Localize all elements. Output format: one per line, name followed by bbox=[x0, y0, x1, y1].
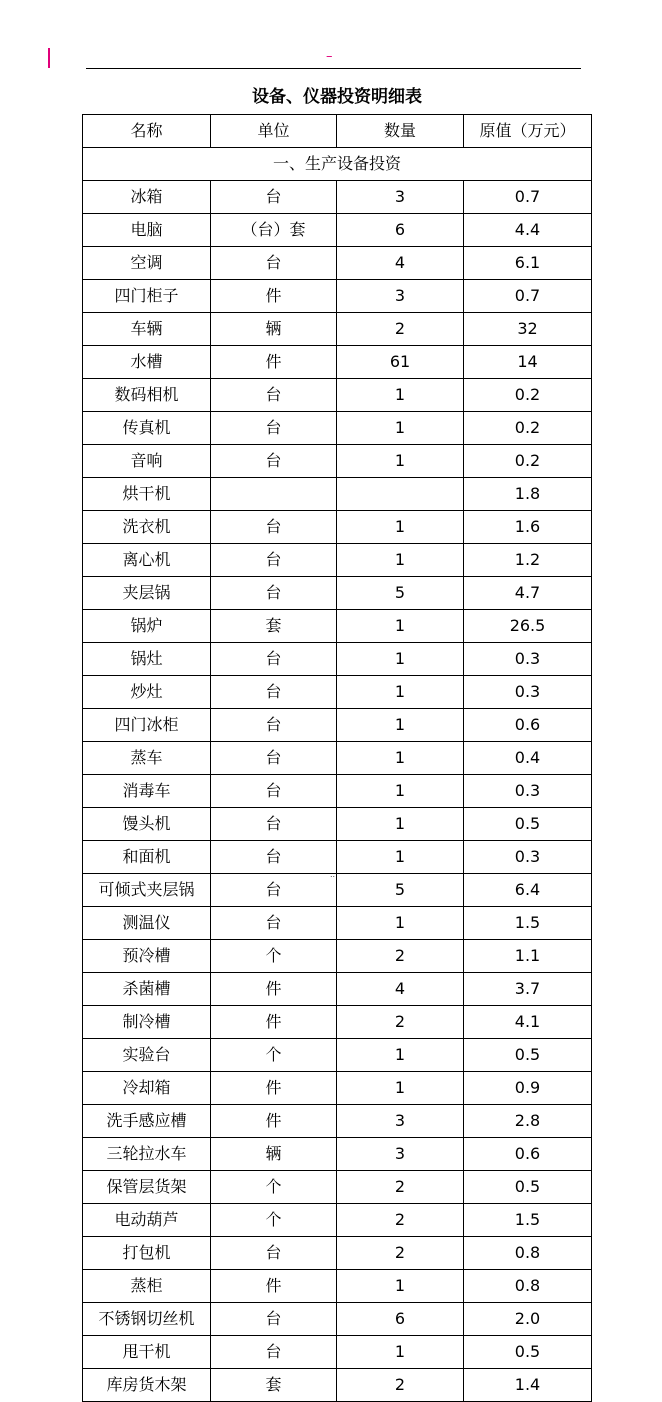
quantity-cell: 3 bbox=[337, 280, 464, 313]
table-row bbox=[83, 577, 592, 610]
value-cell: 2.0 bbox=[464, 1303, 592, 1336]
unit-cell: 件 bbox=[211, 280, 337, 313]
unit-cell: 件 bbox=[211, 973, 337, 1006]
column-header-unit: 单位 bbox=[211, 115, 337, 148]
value-cell: 2.8 bbox=[464, 1105, 592, 1138]
value-cell: 0.4 bbox=[464, 742, 592, 775]
margin-marker bbox=[48, 48, 50, 68]
table-row bbox=[83, 1105, 592, 1138]
quantity-cell: 1 bbox=[337, 643, 464, 676]
quantity-cell: 2 bbox=[337, 1237, 464, 1270]
value-cell: 6.1 bbox=[464, 247, 592, 280]
unit-cell: 台 bbox=[211, 907, 337, 940]
table-row bbox=[83, 1006, 592, 1039]
item-name-cell: 杀菌槽 bbox=[83, 973, 211, 1006]
item-name-cell: 不锈钢切丝机 bbox=[83, 1303, 211, 1336]
table-row bbox=[83, 709, 592, 742]
quantity-cell bbox=[337, 478, 464, 511]
unit-cell: 个 bbox=[211, 1204, 337, 1237]
item-name-cell: 打包机 bbox=[83, 1237, 211, 1270]
table-row bbox=[83, 412, 592, 445]
unit-cell: 台 bbox=[211, 544, 337, 577]
unit-cell: 个 bbox=[211, 1171, 337, 1204]
quantity-cell: 2 bbox=[337, 313, 464, 346]
unit-cell: 辆 bbox=[211, 1138, 337, 1171]
value-cell: 1.2 bbox=[464, 544, 592, 577]
table-row bbox=[83, 214, 592, 247]
item-name-cell: 测温仪 bbox=[83, 907, 211, 940]
quantity-cell: 1 bbox=[337, 379, 464, 412]
table-row bbox=[83, 1270, 592, 1303]
table-row bbox=[83, 379, 592, 412]
value-cell: 1.5 bbox=[464, 1204, 592, 1237]
item-name-cell: 制冷槽 bbox=[83, 1006, 211, 1039]
item-name-cell: 可倾式夹层锅 bbox=[83, 874, 211, 907]
quantity-cell: 2 bbox=[337, 940, 464, 973]
quantity-cell: 1 bbox=[337, 412, 464, 445]
value-cell: 0.8 bbox=[464, 1237, 592, 1270]
unit-cell: 台 bbox=[211, 775, 337, 808]
item-name-cell: 传真机 bbox=[83, 412, 211, 445]
item-name-cell: 夹层锅 bbox=[83, 577, 211, 610]
unit-cell: （台）套 bbox=[211, 214, 337, 247]
item-name-cell: 四门冰柜 bbox=[83, 709, 211, 742]
unit-cell: 件 bbox=[211, 1270, 337, 1303]
table-row bbox=[83, 1303, 592, 1336]
table-row bbox=[83, 247, 592, 280]
unit-cell: 台 bbox=[211, 412, 337, 445]
quantity-cell: 6 bbox=[337, 214, 464, 247]
item-name-cell: 炒灶 bbox=[83, 676, 211, 709]
quantity-cell: 4 bbox=[337, 973, 464, 1006]
unit-cell: 套 bbox=[211, 1369, 337, 1402]
item-name-cell: 库房货木架 bbox=[83, 1369, 211, 1402]
equipment-table bbox=[82, 114, 592, 1402]
value-cell: 0.5 bbox=[464, 1039, 592, 1072]
page-title: 设备、仪器投资明细表 bbox=[252, 87, 422, 107]
item-name-cell: 锅灶 bbox=[83, 643, 211, 676]
quantity-cell: 1 bbox=[337, 742, 464, 775]
value-cell: 1.4 bbox=[464, 1369, 592, 1402]
table-row bbox=[83, 445, 592, 478]
item-name-cell: 烘干机 bbox=[83, 478, 211, 511]
unit-cell: 台 bbox=[211, 874, 337, 907]
table-row bbox=[83, 940, 592, 973]
header-rule bbox=[86, 68, 581, 69]
quantity-cell: 1 bbox=[337, 1270, 464, 1303]
quantity-cell: 3 bbox=[337, 1138, 464, 1171]
item-name-cell: 电脑 bbox=[83, 214, 211, 247]
unit-cell: 台 bbox=[211, 247, 337, 280]
item-name-cell: 车辆 bbox=[83, 313, 211, 346]
quantity-cell: 1 bbox=[337, 1336, 464, 1369]
value-cell: 14 bbox=[464, 346, 592, 379]
item-name-cell: 音响 bbox=[83, 445, 211, 478]
table-row bbox=[83, 610, 592, 643]
item-name-cell: 空调 bbox=[83, 247, 211, 280]
value-cell: 6.4 bbox=[464, 874, 592, 907]
item-name-cell: 三轮拉水车 bbox=[83, 1138, 211, 1171]
table-row bbox=[83, 973, 592, 1006]
quantity-cell: 1 bbox=[337, 544, 464, 577]
quantity-cell: 2 bbox=[337, 1006, 464, 1039]
value-cell: 0.3 bbox=[464, 643, 592, 676]
value-cell: 4.1 bbox=[464, 1006, 592, 1039]
item-name-cell: 离心机 bbox=[83, 544, 211, 577]
value-cell: 4.4 bbox=[464, 214, 592, 247]
value-cell: 0.5 bbox=[464, 808, 592, 841]
table-row bbox=[83, 346, 592, 379]
section-row bbox=[83, 148, 592, 181]
table-row bbox=[83, 280, 592, 313]
value-cell: 0.9 bbox=[464, 1072, 592, 1105]
unit-cell: 台 bbox=[211, 1303, 337, 1336]
table-row bbox=[83, 1204, 592, 1237]
table-row bbox=[83, 775, 592, 808]
quantity-cell: 2 bbox=[337, 1204, 464, 1237]
table-row bbox=[83, 1171, 592, 1204]
quantity-cell: 3 bbox=[337, 181, 464, 214]
quantity-cell: 1 bbox=[337, 445, 464, 478]
item-name-cell: 蒸车 bbox=[83, 742, 211, 775]
quantity-cell: 3 bbox=[337, 1105, 464, 1138]
table-row bbox=[83, 874, 592, 907]
item-name-cell: 冰箱 bbox=[83, 181, 211, 214]
value-cell: 0.7 bbox=[464, 280, 592, 313]
unit-cell: 台 bbox=[211, 577, 337, 610]
value-cell: 1.1 bbox=[464, 940, 592, 973]
table-row bbox=[83, 676, 592, 709]
item-name-cell: 数码相机 bbox=[83, 379, 211, 412]
section-title: 一、生产设备投资 bbox=[83, 148, 592, 181]
unit-cell: 台 bbox=[211, 742, 337, 775]
unit-cell: 件 bbox=[211, 1072, 337, 1105]
quantity-cell: 1 bbox=[337, 841, 464, 874]
table-row bbox=[83, 1039, 592, 1072]
table-row bbox=[83, 907, 592, 940]
table-row bbox=[83, 181, 592, 214]
table-row bbox=[83, 643, 592, 676]
table-row bbox=[83, 1072, 592, 1105]
unit-cell: 台 bbox=[211, 379, 337, 412]
footer-mark: .. bbox=[330, 870, 336, 879]
value-cell: 0.7 bbox=[464, 181, 592, 214]
quantity-cell: 1 bbox=[337, 907, 464, 940]
item-name-cell: 锅炉 bbox=[83, 610, 211, 643]
quantity-cell: 1 bbox=[337, 775, 464, 808]
unit-cell: 台 bbox=[211, 709, 337, 742]
item-name-cell: 蒸柜 bbox=[83, 1270, 211, 1303]
item-name-cell: 冷却箱 bbox=[83, 1072, 211, 1105]
value-cell: 1.6 bbox=[464, 511, 592, 544]
table-body bbox=[83, 148, 592, 1402]
item-name-cell: 洗衣机 bbox=[83, 511, 211, 544]
quantity-cell: 1 bbox=[337, 676, 464, 709]
unit-cell: 件 bbox=[211, 1105, 337, 1138]
unit-cell: 件 bbox=[211, 346, 337, 379]
value-cell: 0.6 bbox=[464, 709, 592, 742]
quantity-cell: 1 bbox=[337, 511, 464, 544]
unit-cell: 套 bbox=[211, 610, 337, 643]
quantity-cell: 1 bbox=[337, 1072, 464, 1105]
unit-cell: 个 bbox=[211, 1039, 337, 1072]
unit-cell: 台 bbox=[211, 841, 337, 874]
unit-cell: 台 bbox=[211, 1237, 337, 1270]
unit-cell: 台 bbox=[211, 181, 337, 214]
item-name-cell: 四门柜子 bbox=[83, 280, 211, 313]
value-cell: 0.6 bbox=[464, 1138, 592, 1171]
header-mark: – bbox=[326, 49, 333, 64]
table-row bbox=[83, 1369, 592, 1402]
table-header-row bbox=[83, 115, 592, 148]
table-row bbox=[83, 511, 592, 544]
quantity-cell: 2 bbox=[337, 1171, 464, 1204]
quantity-cell: 61 bbox=[337, 346, 464, 379]
unit-cell: 辆 bbox=[211, 313, 337, 346]
column-header-name: 名称 bbox=[83, 115, 211, 148]
item-name-cell: 甩干机 bbox=[83, 1336, 211, 1369]
value-cell: 1.5 bbox=[464, 907, 592, 940]
value-cell: 0.5 bbox=[464, 1336, 592, 1369]
value-cell: 0.8 bbox=[464, 1270, 592, 1303]
item-name-cell: 洗手感应槽 bbox=[83, 1105, 211, 1138]
unit-cell: 台 bbox=[211, 1336, 337, 1369]
value-cell: 1.8 bbox=[464, 478, 592, 511]
value-cell: 0.2 bbox=[464, 445, 592, 478]
item-name-cell: 保管层货架 bbox=[83, 1171, 211, 1204]
unit-cell bbox=[211, 478, 337, 511]
table-row bbox=[83, 808, 592, 841]
unit-cell: 台 bbox=[211, 643, 337, 676]
quantity-cell: 1 bbox=[337, 709, 464, 742]
value-cell: 0.2 bbox=[464, 412, 592, 445]
column-header-value: 原值（万元） bbox=[464, 115, 592, 148]
table-row bbox=[83, 478, 592, 511]
unit-cell: 件 bbox=[211, 1006, 337, 1039]
unit-cell: 台 bbox=[211, 676, 337, 709]
value-cell: 0.3 bbox=[464, 775, 592, 808]
value-cell: 0.5 bbox=[464, 1171, 592, 1204]
item-name-cell: 电动葫芦 bbox=[83, 1204, 211, 1237]
value-cell: 0.3 bbox=[464, 841, 592, 874]
quantity-cell: 1 bbox=[337, 1039, 464, 1072]
table-row bbox=[83, 841, 592, 874]
value-cell: 0.3 bbox=[464, 676, 592, 709]
unit-cell: 台 bbox=[211, 511, 337, 544]
quantity-cell: 6 bbox=[337, 1303, 464, 1336]
item-name-cell: 实验台 bbox=[83, 1039, 211, 1072]
table-row bbox=[83, 742, 592, 775]
table-row bbox=[83, 1336, 592, 1369]
table-row bbox=[83, 1237, 592, 1270]
value-cell: 4.7 bbox=[464, 577, 592, 610]
value-cell: 32 bbox=[464, 313, 592, 346]
value-cell: 26.5 bbox=[464, 610, 592, 643]
table-row bbox=[83, 313, 592, 346]
unit-cell: 台 bbox=[211, 445, 337, 478]
column-header-quantity: 数量 bbox=[337, 115, 464, 148]
value-cell: 3.7 bbox=[464, 973, 592, 1006]
item-name-cell: 预冷槽 bbox=[83, 940, 211, 973]
item-name-cell: 消毒车 bbox=[83, 775, 211, 808]
item-name-cell: 和面机 bbox=[83, 841, 211, 874]
quantity-cell: 1 bbox=[337, 610, 464, 643]
unit-cell: 台 bbox=[211, 808, 337, 841]
quantity-cell: 2 bbox=[337, 1369, 464, 1402]
value-cell: 0.2 bbox=[464, 379, 592, 412]
unit-cell: 个 bbox=[211, 940, 337, 973]
quantity-cell: 5 bbox=[337, 874, 464, 907]
table-row bbox=[83, 1138, 592, 1171]
quantity-cell: 1 bbox=[337, 808, 464, 841]
table-row bbox=[83, 544, 592, 577]
item-name-cell: 馒头机 bbox=[83, 808, 211, 841]
quantity-cell: 5 bbox=[337, 577, 464, 610]
item-name-cell: 水槽 bbox=[83, 346, 211, 379]
quantity-cell: 4 bbox=[337, 247, 464, 280]
